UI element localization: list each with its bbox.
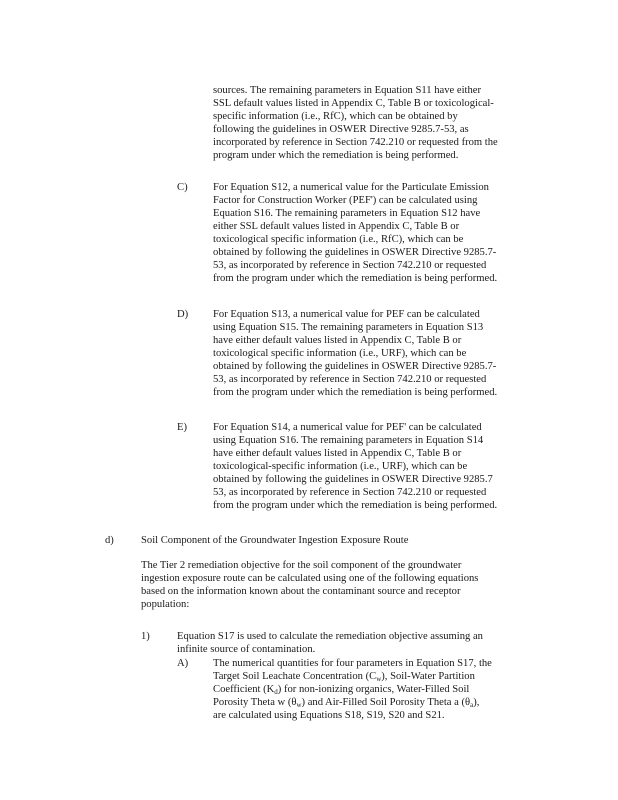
item-d-text	[213, 308, 497, 399]
text-line: sources. The remaining parameters in Equation S11 have either	[213, 85, 481, 96]
text-line: Equation S17 is used to calculate the remediation objective assuming an	[177, 631, 483, 642]
item-1-text	[177, 630, 483, 656]
text-line	[213, 683, 492, 696]
text-line	[213, 670, 492, 683]
text-line: For Equation S14, a numerical value for PEF' can be calculated	[213, 422, 482, 433]
text-line: have either default values listed in Appendix C, Table B or	[213, 448, 462, 459]
text-line: The Tier 2 remediation objective for the soil component of the groundwater	[141, 560, 462, 571]
text-line: The numerical quantities for four parameters in Equation S17, the	[213, 658, 492, 669]
text-line: are calculated using Equations S18, S19, S20 and S21.	[213, 710, 445, 721]
text-line: 53, as incorporated by reference in Section 742.210 or requested	[213, 487, 487, 498]
text-line: obtained by following the guidelines in OSWER Directive 9285.7-	[213, 247, 497, 258]
subscript: w	[376, 675, 382, 683]
text-fragment: Porosity Theta w (θ	[213, 697, 297, 708]
text-fragment: ),	[473, 697, 480, 708]
section-d-title: Soil Component of the Groundwater Ingestion Exposure Route	[141, 535, 409, 546]
item-e-label: E)	[177, 422, 187, 433]
item-e-text	[213, 421, 497, 512]
text-fragment: ) and Air-Filled Soil Porosity Theta a (θ	[301, 697, 471, 708]
text-line: have either default values listed in Appendix C, Table B or	[213, 335, 462, 346]
text-line: toxicological specific information (i.e., URF), which can be	[213, 348, 467, 359]
text-line: 53, as incorporated by reference in Section 742.210 or requested	[213, 260, 487, 271]
text-line: either SSL default values listed in Appendix C, Table B or	[213, 221, 460, 232]
tier2-paragraph	[141, 559, 478, 611]
text-line: SSL default values listed in Appendix C, Table B or toxicological-	[213, 98, 494, 109]
text-line: using Equation S15. The remaining parameters in Equation S13	[213, 322, 484, 333]
text-line: program under which the remediation is being performed.	[213, 150, 459, 161]
item-c-text	[213, 181, 497, 285]
text-line: toxicological-specific information (i.e., URF), which can be	[213, 461, 468, 472]
text-line: specific information (i.e., RfC), which can be obtained by	[213, 111, 458, 122]
text-line: obtained by following the guidelines in OSWER Directive 9285.7-	[213, 361, 497, 372]
text-line: obtained by following the guidelines in OSWER Directive 9285.7	[213, 474, 493, 485]
item-c-label: C)	[177, 182, 188, 193]
subscript: a	[470, 701, 474, 709]
text-line: Equation S16. The remaining parameters in Equation S12 have	[213, 208, 481, 219]
item-b-continuation	[213, 84, 498, 162]
text-line: from the program under which the remediation is being performed.	[213, 387, 498, 398]
text-fragment: ) for non-ionizing organics, Water-Filled Soil	[277, 684, 470, 695]
subscript: w	[296, 701, 302, 709]
item-1a-text	[213, 657, 492, 722]
subscript: d	[274, 688, 278, 696]
text-line: incorporated by reference in Section 742.210 or requested from the	[213, 137, 498, 148]
text-line: population:	[141, 599, 190, 610]
text-line: 53, as incorporated by reference in Section 742.210 or requested	[213, 374, 487, 385]
text-fragment: ), Soil-Water Partition	[381, 671, 475, 682]
text-line: toxicological specific information (i.e., RfC), which can be	[213, 234, 464, 245]
text-line: using Equation S16. The remaining parameters in Equation S14	[213, 435, 484, 446]
item-d-label: D)	[177, 309, 189, 320]
item-1-label: 1)	[141, 631, 150, 642]
text-line: based on the information known about the contaminant source and receptor	[141, 586, 461, 597]
text-fragment: Target Soil Leachate Concentration (C	[213, 671, 377, 682]
text-line: infinite source of contamination.	[177, 644, 316, 655]
item-1a-label: A)	[177, 658, 189, 669]
text-line: following the guidelines in OSWER Directive 9285.7-53, as	[213, 124, 469, 135]
text-line	[213, 696, 492, 709]
section-d-label: d)	[105, 535, 114, 546]
text-fragment: Coefficient (K	[213, 684, 275, 695]
text-line: ingestion exposure route can be calculated using one of the following equations	[141, 573, 479, 584]
text-line: Factor for Construction Worker (PEF') can be calculated using	[213, 195, 478, 206]
text-line: For Equation S12, a numerical value for the Particulate Emission	[213, 182, 489, 193]
text-line: For Equation S13, a numerical value for PEF can be calculated	[213, 309, 480, 320]
text-line: from the program under which the remediation is being performed.	[213, 500, 498, 511]
text-line: from the program under which the remediation is being performed.	[213, 273, 498, 284]
